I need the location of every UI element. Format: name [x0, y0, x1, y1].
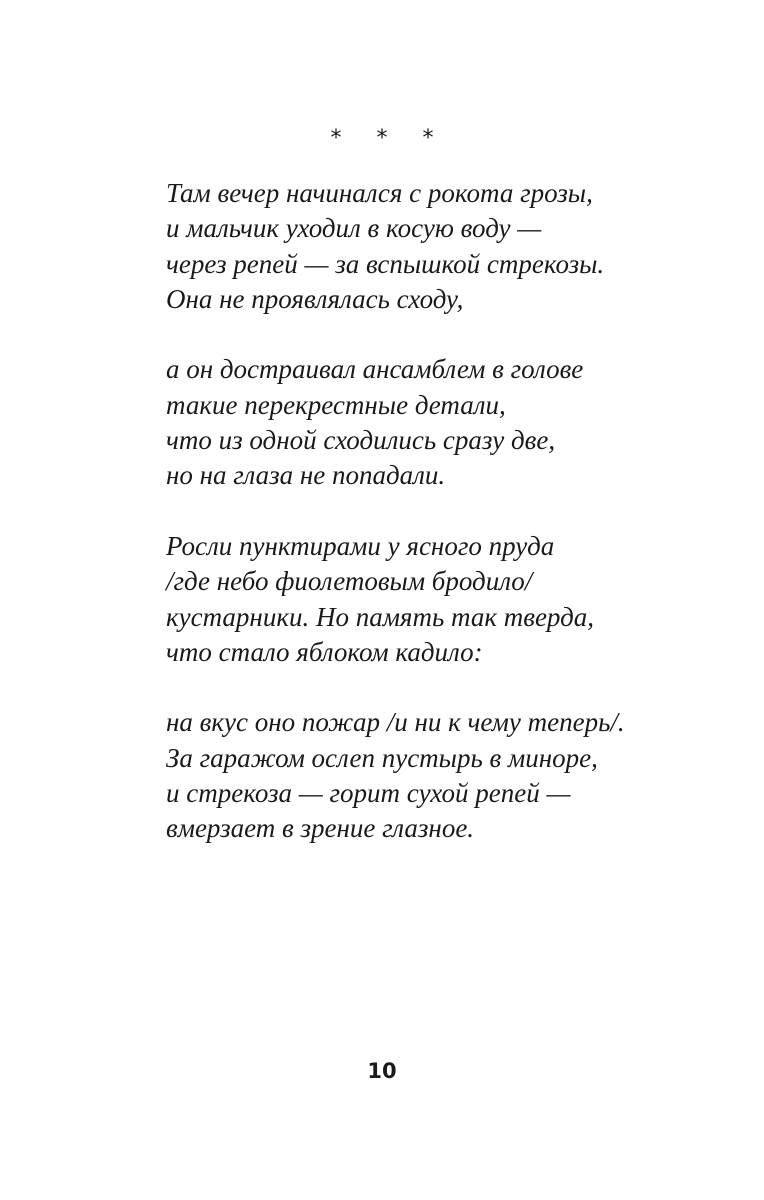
poem-line: кустарники. Но память так тверда, [166, 601, 594, 632]
stanza-3 [166, 529, 726, 670]
poem-line: а он достраивал ансамблем в голове [166, 354, 584, 385]
stanza-1 [166, 176, 726, 317]
poem-line: За гаражом ослеп пустырь в миноре, [166, 742, 598, 773]
stanza-2 [166, 352, 726, 493]
poem-line: и стрекоза — горит сухой репей — [166, 778, 571, 809]
stanza-4 [166, 705, 726, 846]
poem-line: и мальчик уходил в косую воду — [166, 213, 542, 244]
poem-line: такие перекрестные детали, [166, 389, 506, 420]
poem [166, 176, 726, 847]
poem-line: Она не проявлялась сходу, [166, 283, 464, 314]
section-separator: * * * [330, 126, 448, 151]
poem-line: через репей — за вспышкой стрекозы. [166, 248, 605, 279]
poem-line: что из одной сходились сразу две, [166, 425, 556, 456]
poem-line: что стало яблоком кадило: [166, 636, 483, 667]
poem-line: вмерзает в зрение глазное. [166, 813, 475, 844]
poem-line: /где небо фиолетовым бродило/ [166, 566, 533, 597]
poem-line: на вкус оно пожар /и ни к чему теперь/. [166, 707, 625, 738]
poem-line: Росли пунктирами у ясного пруда [166, 530, 555, 561]
page-number: 10 [367, 1059, 397, 1083]
poem-line: но на глаза не попадали. [166, 460, 446, 491]
poem-line: Там вечер начинался с рокота грозы, [166, 178, 593, 208]
